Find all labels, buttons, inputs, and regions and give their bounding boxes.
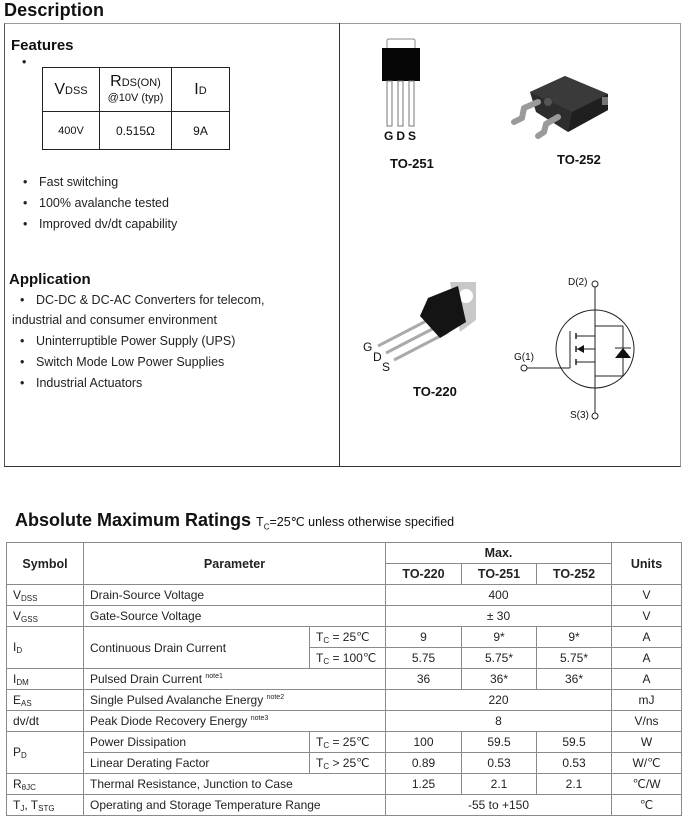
value-cell: 36 [386, 669, 462, 690]
table-row [7, 669, 682, 690]
table-row [7, 711, 682, 732]
to220-label: TO-220 [413, 384, 457, 399]
table-row [7, 606, 682, 627]
units-cell: W/℃ [612, 753, 682, 774]
value-cell: 100 [386, 732, 462, 753]
condition-cell: $T_C$ = 100℃ [310, 648, 386, 669]
mosfet-schematic-symbol [515, 275, 645, 425]
header-units: Units [612, 543, 682, 585]
header-to252: TO-252 [537, 564, 612, 585]
value-cell: 59.5 [537, 732, 612, 753]
value-cell: 5.75* [462, 648, 537, 669]
table-row [7, 585, 682, 606]
application-item: Industrial Actuators [36, 376, 143, 390]
symbol-cell: $I_{DM}$ [7, 669, 84, 690]
value-cell: 5.75* [537, 648, 612, 669]
key-specs-table [42, 67, 230, 150]
units-cell: V [612, 585, 682, 606]
parameter-cell: Peak Diode Recovery Energy $^{note3}$ [84, 711, 386, 732]
table-row [7, 732, 682, 753]
bullet-icon: • [20, 376, 25, 390]
condition-cell: $T_C$ = 25℃ [310, 627, 386, 648]
value-cell: 36* [462, 669, 537, 690]
bullet-icon: • [20, 355, 25, 369]
table-row [7, 774, 682, 795]
symbol-cell: $T_J$, $T_{STG}$ [7, 795, 84, 816]
units-cell: ℃/W [612, 774, 682, 795]
feature-item: Fast switching [39, 175, 119, 189]
units-cell: A [612, 648, 682, 669]
symbol-cell: $V_{GSS}$ [7, 606, 84, 627]
spec-header-id: ID [172, 68, 230, 112]
symbol-cell: $E_{AS}$ [7, 690, 84, 711]
parameter-cell: Linear Derating Factor [84, 753, 310, 774]
parameter-cell: Drain-Source Voltage [84, 585, 386, 606]
value-cell: 2.1 [537, 774, 612, 795]
bullet-icon: • [23, 196, 28, 210]
symbol-cell: $I_D$ [7, 627, 84, 669]
value-cell: 0.53 [537, 753, 612, 774]
features-heading: Features [11, 37, 74, 54]
parameter-cell: Power Dissipation [84, 732, 310, 753]
value-cell: 9* [537, 627, 612, 648]
value-cell: 2.1 [462, 774, 537, 795]
value-cell: 1.25 [386, 774, 462, 795]
gate-pin-label: G(1) [514, 352, 534, 363]
to220-pin-s: S [382, 360, 391, 374]
value-cell: 36* [537, 669, 612, 690]
bullet-icon: • [20, 334, 25, 348]
table-row [7, 690, 682, 711]
application-heading: Application [9, 271, 91, 288]
header-symbol: Symbol [7, 543, 84, 585]
parameter-cell: Single Pulsed Avalanche Energy $^{note2}$ [84, 690, 386, 711]
bullet-icon: • [22, 55, 27, 69]
to251-label: TO-251 [390, 156, 434, 171]
application-item: DC-DC & DC-AC Converters for telecom, [36, 293, 265, 307]
parameter-cell: Thermal Resistance, Junction to Case [84, 774, 386, 795]
bullet-icon: • [23, 217, 28, 231]
parameter-cell: Operating and Storage Temperature Range [84, 795, 386, 816]
units-cell: A [612, 627, 682, 648]
table-row [7, 753, 682, 774]
parameter-cell: Pulsed Drain Current $^{note1}$ [84, 669, 386, 690]
absolute-maximum-ratings-table [6, 542, 682, 816]
header-parameter: Parameter [84, 543, 386, 585]
application-item: Switch Mode Low Power Supplies [36, 355, 225, 369]
to252-label: TO-252 [557, 152, 601, 167]
value-cell: 9 [386, 627, 462, 648]
units-cell: W [612, 732, 682, 753]
condition-cell: $T_C$ > 25℃ [310, 753, 386, 774]
feature-item: 100% avalanche tested [39, 196, 169, 210]
value-cell: 0.53 [462, 753, 537, 774]
value-cell: 9* [462, 627, 537, 648]
symbol-cell: $P_D$ [7, 732, 84, 774]
symbol-cell: $R_{\theta JC}$ [7, 774, 84, 795]
table-row [7, 795, 682, 816]
spec-header-rdson: RDS(ON) @10V (typ) [100, 68, 172, 112]
bullet-icon: • [23, 175, 28, 189]
header-to251: TO-251 [462, 564, 537, 585]
symbol-cell: dv/dt [7, 711, 84, 732]
ratings-condition: $T_C=25℃$ unless otherwise specified [256, 515, 455, 532]
ratings-heading [15, 510, 454, 532]
value-cell: 400 [386, 585, 612, 606]
spec-value-vdss: 400V [43, 112, 100, 150]
condition-cell: $T_C$ = 25℃ [310, 732, 386, 753]
to252-package-image [510, 72, 610, 142]
header-max: Max. [386, 543, 612, 564]
units-cell: mJ [612, 690, 682, 711]
spec-value-id: 9A [172, 112, 230, 150]
units-cell: A [612, 669, 682, 690]
parameter-cell: Gate-Source Voltage [84, 606, 386, 627]
drain-pin-label: D(2) [568, 277, 588, 288]
page-title: Description [4, 0, 105, 20]
value-cell: 5.75 [386, 648, 462, 669]
value-cell: 220 [386, 690, 612, 711]
value-cell: -55 to +150 [386, 795, 612, 816]
units-cell: V [612, 606, 682, 627]
feature-item: Improved dv/dt capability [39, 217, 178, 231]
to220-pin-g: G [363, 340, 373, 354]
application-item: industrial and consumer environment [12, 313, 217, 327]
value-cell: ± 30 [386, 606, 612, 627]
bullet-icon: • [20, 293, 25, 307]
value-cell: 8 [386, 711, 612, 732]
source-pin-label: S(3) [570, 410, 589, 421]
value-cell: 59.5 [462, 732, 537, 753]
box-divider [339, 23, 340, 467]
application-item: Uninterruptible Power Supply (UPS) [36, 334, 236, 348]
to220-pin-d: D [373, 350, 382, 364]
ratings-title: Absolute Maximum Ratings [15, 510, 252, 530]
value-cell: 0.89 [386, 753, 462, 774]
symbol-cell: $V_{DSS}$ [7, 585, 84, 606]
parameter-cell: Continuous Drain Current [84, 627, 310, 669]
header-to220: TO-220 [386, 564, 462, 585]
spec-header-vdss: VDSS [43, 68, 100, 112]
units-cell: V/ns [612, 711, 682, 732]
table-row [7, 627, 682, 648]
spec-value-rdson: 0.515Ω [100, 112, 172, 150]
to251-pin-labels: GDS [384, 129, 420, 143]
units-cell: ℃ [612, 795, 682, 816]
